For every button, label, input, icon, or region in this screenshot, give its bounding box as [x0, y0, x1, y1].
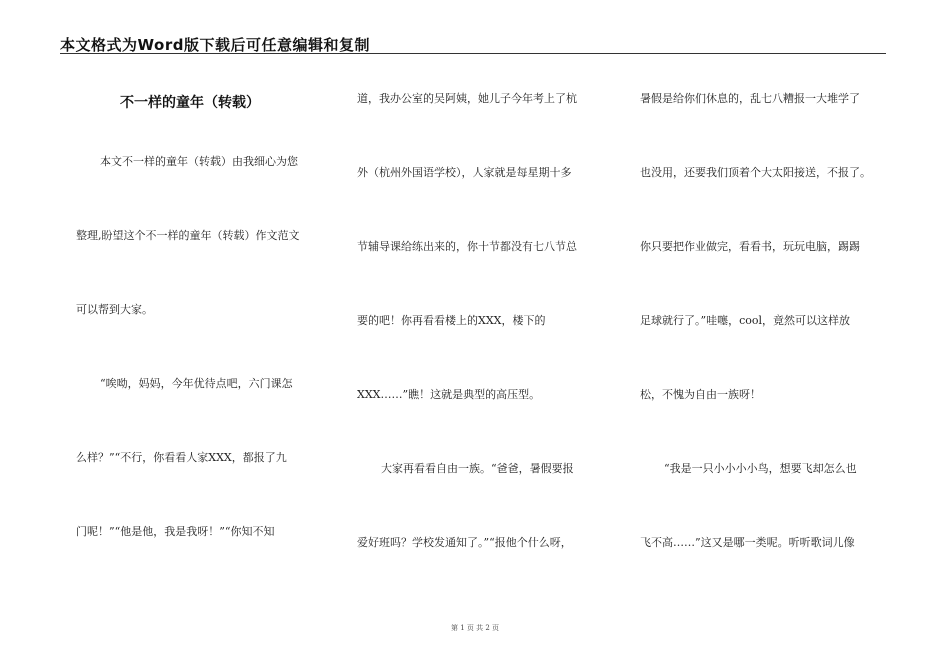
text-line: 爱好班吗？学校发通知了。”“报他个什么呀，	[357, 536, 572, 549]
text-line: 门呢！”“他是他，我是我呀！”“你知不知	[76, 525, 275, 538]
header-divider	[60, 53, 886, 54]
text-line: 可以帮到大家。	[76, 303, 153, 316]
text-line: 飞不高……”这又是哪一类呢。听听歌词儿像	[640, 536, 855, 549]
text-line: 么样？”“不行，你看看人家XXX，都报了九	[76, 451, 287, 464]
text-line: 也没用，还要我们顶着个大太阳接送，不报了。	[640, 166, 871, 179]
article-title: 不一样的童年（转载）	[120, 95, 260, 111]
text-line: 本文不一样的童年（转载）由我细心为您	[100, 155, 298, 168]
document-header-title: 本文格式为Word版下载后可任意编辑和复制	[60, 36, 370, 54]
text-line: “唉呦，妈妈，今年优待点吧，六门课怎	[100, 377, 293, 390]
page-number: 第 1 页 共 2 页	[450, 624, 500, 632]
text-line: “我是一只小小小小鸟，想要飞却怎么也	[664, 462, 857, 475]
text-line: XXX……”瞧！这就是典型的高压型。	[357, 388, 541, 401]
text-line: 你只要把作业做完，看看书，玩玩电脑，踢踢	[640, 240, 860, 253]
text-line: 松，不愧为自由一族呀！	[640, 388, 761, 401]
text-line: 节辅导课给练出来的，你十节都没有七八节总	[357, 240, 577, 253]
text-line: 道，我办公室的吴阿姨，她儿子今年考上了杭	[357, 92, 577, 105]
text-line: 足球就行了。”哇噻，cool，竟然可以这样放	[640, 314, 851, 327]
text-line: 暑假是给你们休息的，乱七八糟报一大堆学了	[640, 92, 860, 105]
text-line: 大家再看看自由一族。“爸爸，暑假要报	[381, 462, 574, 475]
text-line: 要的吧！你再看看楼上的XXX，楼下的	[357, 314, 546, 327]
text-line: 外（杭州外国语学校），人家就是每星期十多	[357, 166, 572, 179]
text-line: 整理,盼望这个不一样的童年（转载）作文范文	[76, 229, 300, 242]
